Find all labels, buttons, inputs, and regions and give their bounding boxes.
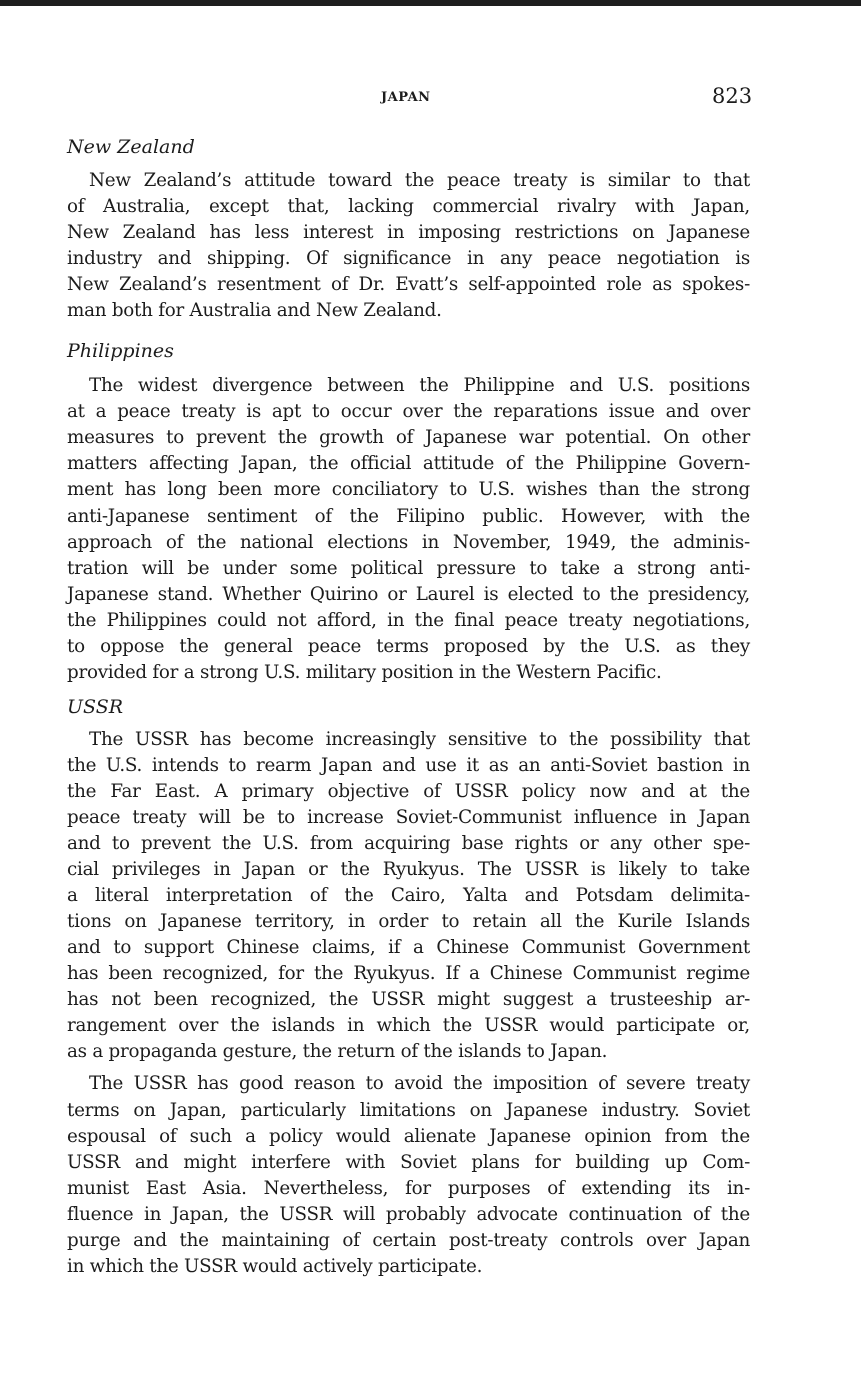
text-line: New Zealand’s resentment of Dr. Evatt’s self-appointed role as spokes- <box>67 274 750 296</box>
text-line: matters affecting Japan, the official attitude of the Philippine Govern- <box>67 453 750 475</box>
text-line: provided for a strong U.S. military position in the Western Pacific. <box>67 661 662 683</box>
text-line: man both for Australia and New Zealand. <box>67 300 442 322</box>
text-line: industry and shipping. Of significance in any peace negotiation is <box>67 248 750 270</box>
text-line: tions on Japanese territory, in order to retain all the Kurile Islands <box>67 911 750 933</box>
text-line: in which the USSR would actively participate. <box>67 1255 483 1277</box>
text-line: The USSR has good reason to avoid the imposition of severe treaty <box>89 1073 750 1095</box>
text-line: The USSR has become increasingly sensitive to the possibility that <box>89 728 750 750</box>
text-line: peace treaty will be to increase Soviet-Communist influence in Japan <box>67 806 750 828</box>
text-line: and to support Chinese claims, if a Chinese Communist Government <box>67 937 750 959</box>
running-head-title: JAPAN <box>381 90 431 105</box>
text-line: the Far East. A primary objective of USSR policy now and at the <box>67 780 750 802</box>
paragraph-philippines <box>67 373 750 686</box>
text-line: terms on Japan, particularly limitations on Japanese industry. Soviet <box>67 1099 750 1121</box>
paragraph-new-zealand <box>67 168 750 324</box>
text-line: The widest divergence between the Philippine and U.S. positions <box>89 375 750 397</box>
text-line: fluence in Japan, the USSR will probably advocate continuation of the <box>67 1203 750 1225</box>
text-line: rangement over the islands in which the USSR would participate or, <box>67 1015 750 1037</box>
text-line: has been recognized, for the Ryukyus. If a Chinese Communist regime <box>67 963 750 985</box>
text-line: the Philippines could not afford, in the final peace treaty negotiations, <box>67 609 750 631</box>
text-line: tration will be under some political pressure to take a strong anti- <box>67 557 750 579</box>
text-line: munist East Asia. Nevertheless, for purposes of extending its in- <box>67 1177 750 1199</box>
paragraph-ussr-2 <box>67 1071 750 1279</box>
text-line: USSR and might interfere with Soviet plans for building up Com- <box>67 1151 750 1173</box>
text-line: cial privileges in Japan or the Ryukyus. The USSR is likely to take <box>67 859 750 881</box>
running-header <box>0 84 861 114</box>
text-line: the U.S. intends to rearm Japan and use it as an anti-Soviet bastion in <box>67 754 750 776</box>
text-line: espousal of such a policy would alienate Japanese opinion from the <box>67 1125 750 1147</box>
text-line: purge and the maintaining of certain post-treaty controls over Japan <box>67 1229 750 1251</box>
text-line: has not been recognized, the USSR might suggest a trusteeship ar- <box>67 989 750 1011</box>
text-line: New Zealand has less interest in imposing restrictions on Japanese <box>67 222 750 244</box>
text-line: to oppose the general peace terms proposed by the U.S. as they <box>67 635 750 657</box>
section-heading-philippines: Philippines <box>67 340 174 363</box>
text-line: anti-Japanese sentiment of the Filipino public. However, with the <box>67 505 750 527</box>
paragraph-ussr-1 <box>67 727 750 1066</box>
text-line: of Australia, except that, lacking commercial rivalry with Japan, <box>67 196 750 218</box>
text-line: New Zealand’s attitude toward the peace treaty is similar to that <box>89 170 750 191</box>
section-heading-ussr: USSR <box>67 695 124 718</box>
page-top-border <box>0 0 861 6</box>
text-line: measures to prevent the growth of Japanese war potential. On other <box>67 427 750 449</box>
text-line: approach of the national elections in November, 1949, the adminis- <box>67 531 750 553</box>
text-line: Japanese stand. Whether Quirino or Laurel is elected to the presidency, <box>67 583 750 605</box>
text-line: at a peace treaty is apt to occur over the reparations issue and over <box>67 401 750 423</box>
page-body <box>67 134 750 1280</box>
text-line: as a propaganda gesture, the return of the islands to Japan. <box>67 1041 608 1063</box>
page-number: 823 <box>712 84 753 108</box>
text-line: and to prevent the U.S. from acquiring base rights or any other spe- <box>67 833 750 855</box>
section-heading-new-zealand: New Zealand <box>67 136 195 158</box>
text-line: a literal interpretation of the Cairo, Yalta and Potsdam delimita- <box>67 885 750 907</box>
text-line: ment has long been more conciliatory to U.S. wishes than the strong <box>67 479 750 501</box>
